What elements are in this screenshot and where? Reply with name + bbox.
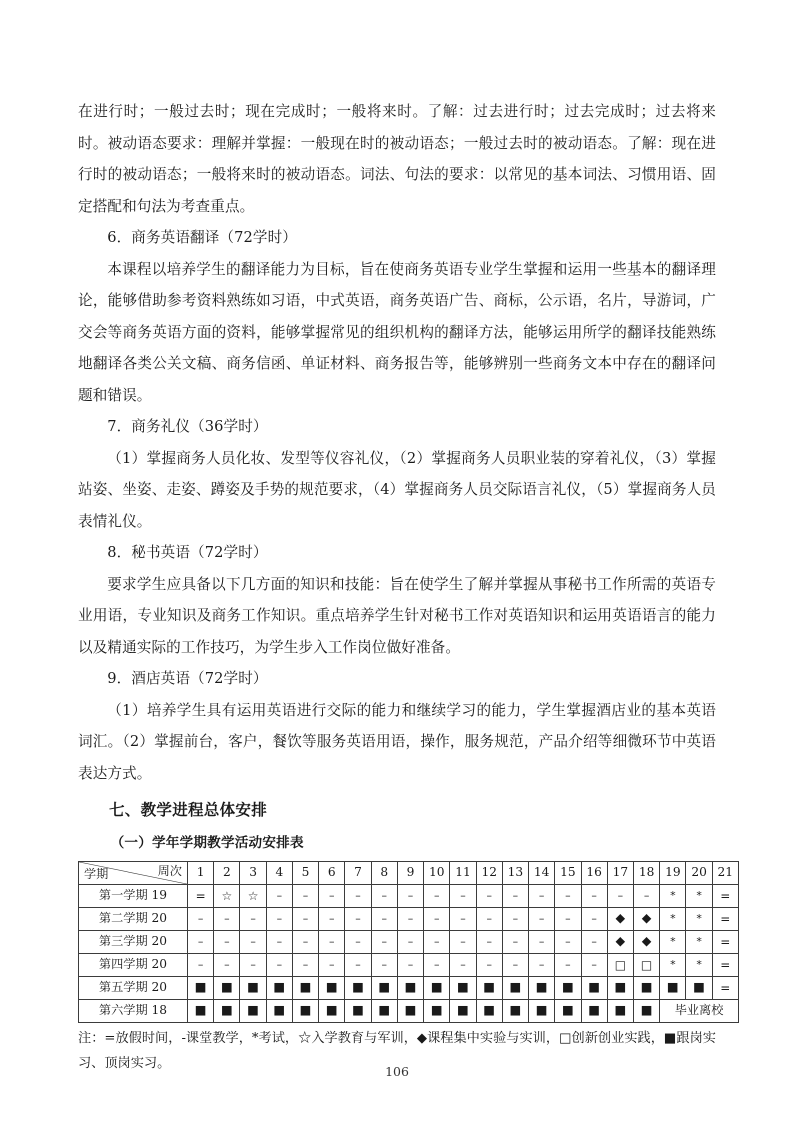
table-row — [79, 976, 739, 999]
classroom-teaching-marker: – — [502, 930, 528, 953]
innovation-entrepreneurship-marker: □ — [607, 953, 633, 976]
term-row-label: 第二学期 20 — [79, 907, 188, 930]
classroom-teaching-marker: – — [581, 907, 607, 930]
internship-marker: ■ — [397, 976, 423, 999]
week-header-8: 8 — [371, 861, 397, 884]
corner-header-cell — [79, 861, 188, 884]
week-header-12: 12 — [476, 861, 502, 884]
classroom-teaching-marker: – — [345, 953, 371, 976]
internship-marker: ■ — [240, 976, 266, 999]
orientation-military-training-marker: ☆ — [214, 884, 240, 907]
holiday-marker: = — [712, 953, 738, 976]
classroom-teaching-marker: – — [424, 930, 450, 953]
internship-marker: ■ — [188, 976, 214, 999]
internship-marker: ■ — [555, 976, 581, 999]
internship-marker: ■ — [476, 999, 502, 1022]
internship-marker: ■ — [502, 976, 528, 999]
classroom-teaching-marker: – — [214, 930, 240, 953]
internship-marker: ■ — [266, 976, 292, 999]
classroom-teaching-marker: – — [581, 884, 607, 907]
internship-marker: ■ — [371, 976, 397, 999]
innovation-entrepreneurship-marker: □ — [633, 953, 659, 976]
internship-marker: ■ — [450, 999, 476, 1022]
classroom-teaching-marker: – — [397, 884, 423, 907]
classroom-teaching-marker: – — [397, 907, 423, 930]
exam-marker: * — [660, 930, 686, 953]
section-subtitle: （一）学年学期教学活动安排表 — [110, 834, 304, 851]
graduation-departure-cell: 毕业离校 — [660, 999, 739, 1022]
term-row-label: 第一学期 19 — [79, 884, 188, 907]
classroom-teaching-marker: – — [188, 953, 214, 976]
exam-marker: * — [660, 953, 686, 976]
week-header-11: 11 — [450, 861, 476, 884]
internship-marker: ■ — [581, 999, 607, 1022]
internship-marker: ■ — [240, 999, 266, 1022]
classroom-teaching-marker: – — [345, 907, 371, 930]
internship-marker: ■ — [607, 999, 633, 1022]
internship-marker: ■ — [319, 976, 345, 999]
classroom-teaching-marker: – — [214, 907, 240, 930]
schedule-table-wrap — [78, 861, 734, 1023]
classroom-teaching-marker: – — [529, 907, 555, 930]
week-header-14: 14 — [529, 861, 555, 884]
classroom-teaching-marker: – — [345, 930, 371, 953]
course-body-7: （1）掌握商务人员化妆、发型等仪容礼仪，（2）掌握商务人员职业装的穿着礼仪，（3）掌握站姿、坐姿、走姿、蹲姿及手势的规范要求，（4）掌握商务人员交际语言礼仪，（5）掌握商务人员表情礼仪。 — [78, 449, 716, 530]
classroom-teaching-marker: – — [555, 884, 581, 907]
internship-marker: ■ — [397, 999, 423, 1022]
course-heading-7: 7．商务礼仪（36学时） — [107, 418, 268, 435]
table-row — [79, 999, 739, 1022]
internship-marker: ■ — [345, 999, 371, 1022]
course-body-9: （1）培养学生具有运用英语进行交际的能力和继续学习的能力，学生掌握酒店业的基本英语词汇。（2）掌握前台，客户，餐饮等服务英语用语，操作，服务规范，产品介绍等细微环节中英语表达方式。 — [78, 701, 716, 782]
classroom-teaching-marker: – — [476, 884, 502, 907]
classroom-teaching-marker: – — [345, 884, 371, 907]
classroom-teaching-marker: – — [424, 884, 450, 907]
exam-marker: * — [660, 884, 686, 907]
term-row-label: 第六学期 18 — [79, 999, 188, 1022]
internship-marker: ■ — [345, 976, 371, 999]
classroom-teaching-marker: – — [292, 930, 318, 953]
internship-marker: ■ — [476, 976, 502, 999]
internship-marker: ■ — [188, 999, 214, 1022]
classroom-teaching-marker: – — [266, 884, 292, 907]
classroom-teaching-marker: – — [188, 930, 214, 953]
table-header-row — [79, 861, 739, 884]
week-header-19: 19 — [660, 861, 686, 884]
classroom-teaching-marker: – — [371, 930, 397, 953]
classroom-teaching-marker: – — [555, 930, 581, 953]
course-body-8: 要求学生应具备以下几方面的知识和技能：旨在使学生了解并掌握从事秘书工作所需的英语专业用语，专业知识及商务工作知识。重点培养学生针对秘书工作对英语知识和运用英语语言的能力以及精通实际的工作技巧，为学生步入工作岗位做好准备。 — [78, 575, 716, 656]
internship-marker: ■ — [292, 976, 318, 999]
week-header-13: 13 — [502, 861, 528, 884]
classroom-teaching-marker: – — [476, 930, 502, 953]
table-row — [79, 930, 739, 953]
table-row — [79, 953, 739, 976]
classroom-teaching-marker: – — [292, 884, 318, 907]
classroom-teaching-marker: – — [529, 884, 555, 907]
classroom-teaching-marker: – — [581, 930, 607, 953]
table-row — [79, 884, 739, 907]
course-heading-8: 8．秘书英语（72学时） — [107, 544, 268, 561]
internship-marker: ■ — [660, 976, 686, 999]
week-header-10: 10 — [424, 861, 450, 884]
classroom-teaching-marker: – — [319, 884, 345, 907]
classroom-teaching-marker: – — [371, 884, 397, 907]
exam-marker: * — [686, 953, 712, 976]
classroom-teaching-marker: – — [555, 907, 581, 930]
classroom-teaching-marker: – — [240, 930, 266, 953]
classroom-teaching-marker: – — [529, 930, 555, 953]
intensive-lab-training-marker: ◆ — [633, 907, 659, 930]
classroom-teaching-marker: – — [476, 953, 502, 976]
term-row-label: 第五学期 20 — [79, 976, 188, 999]
classroom-teaching-marker: – — [581, 953, 607, 976]
intensive-lab-training-marker: ◆ — [607, 907, 633, 930]
classroom-teaching-marker: – — [292, 907, 318, 930]
classroom-teaching-marker: – — [450, 907, 476, 930]
page-number: 106 — [385, 1064, 409, 1079]
internship-marker: ■ — [424, 999, 450, 1022]
classroom-teaching-marker: – — [424, 953, 450, 976]
week-header-16: 16 — [581, 861, 607, 884]
exam-marker: * — [660, 907, 686, 930]
classroom-teaching-marker: – — [424, 907, 450, 930]
classroom-teaching-marker: – — [188, 907, 214, 930]
paragraph-grammar: 在进行时；一般过去时；现在完成时；一般将来时。了解：过去进行时；过去完成时；过去将来时。被动语态要求：理解并掌握：一般现在时的被动语态；一般过去时的被动语态。了解：现在进行时的被动语态；一般将来时的被动语态。词法、句法的要求：以常见的基本词法、习惯用语、固定搭配和句法为考查重点。 — [78, 103, 716, 215]
classroom-teaching-marker: – — [214, 953, 240, 976]
exam-marker: * — [686, 884, 712, 907]
table-head — [79, 861, 739, 884]
classroom-teaching-marker: – — [476, 907, 502, 930]
legend-note: 注：=放假时间，-课堂教学，*考试，☆入学教育与军训，◆课程集中实验与实训，□创新创业实践，■跟岗实习、顶岗实习。 — [78, 1030, 716, 1071]
classroom-teaching-marker: – — [607, 884, 633, 907]
classroom-teaching-marker: – — [529, 953, 555, 976]
classroom-teaching-marker: – — [240, 907, 266, 930]
classroom-teaching-marker: – — [397, 930, 423, 953]
classroom-teaching-marker: – — [319, 907, 345, 930]
classroom-teaching-marker: – — [502, 907, 528, 930]
week-header-17: 17 — [607, 861, 633, 884]
week-header-20: 20 — [686, 861, 712, 884]
orientation-military-training-marker: ☆ — [240, 884, 266, 907]
holiday-marker: = — [188, 884, 214, 907]
week-header-15: 15 — [555, 861, 581, 884]
internship-marker: ■ — [424, 976, 450, 999]
classroom-teaching-marker: – — [292, 953, 318, 976]
intensive-lab-training-marker: ◆ — [633, 930, 659, 953]
course-heading-9: 9．酒店英语（72学时） — [107, 670, 268, 687]
internship-marker: ■ — [266, 999, 292, 1022]
week-header-5: 5 — [292, 861, 318, 884]
internship-marker: ■ — [607, 976, 633, 999]
internship-marker: ■ — [502, 999, 528, 1022]
internship-marker: ■ — [450, 976, 476, 999]
internship-marker: ■ — [319, 999, 345, 1022]
exam-marker: * — [686, 930, 712, 953]
week-header-21: 21 — [712, 861, 738, 884]
classroom-teaching-marker: – — [266, 907, 292, 930]
week-header-4: 4 — [266, 861, 292, 884]
classroom-teaching-marker: – — [240, 953, 266, 976]
classroom-teaching-marker: – — [450, 884, 476, 907]
internship-marker: ■ — [686, 976, 712, 999]
classroom-teaching-marker: – — [371, 953, 397, 976]
week-header-9: 9 — [397, 861, 423, 884]
academic-schedule-table — [78, 861, 739, 1023]
internship-marker: ■ — [371, 999, 397, 1022]
internship-marker: ■ — [529, 999, 555, 1022]
week-header-1: 1 — [188, 861, 214, 884]
classroom-teaching-marker: – — [319, 953, 345, 976]
intensive-lab-training-marker: ◆ — [607, 930, 633, 953]
week-header-7: 7 — [345, 861, 371, 884]
page-content — [78, 96, 734, 1076]
holiday-marker: = — [712, 976, 738, 999]
table-body — [79, 884, 739, 1022]
holiday-marker: = — [712, 930, 738, 953]
classroom-teaching-marker: – — [397, 953, 423, 976]
week-header-3: 3 — [240, 861, 266, 884]
internship-marker: ■ — [292, 999, 318, 1022]
classroom-teaching-marker: – — [555, 953, 581, 976]
holiday-marker: = — [712, 884, 738, 907]
internship-marker: ■ — [633, 999, 659, 1022]
exam-marker: * — [686, 907, 712, 930]
week-header-2: 2 — [214, 861, 240, 884]
classroom-teaching-marker: – — [502, 953, 528, 976]
internship-marker: ■ — [555, 999, 581, 1022]
classroom-teaching-marker: – — [502, 884, 528, 907]
internship-marker: ■ — [529, 976, 555, 999]
classroom-teaching-marker: – — [266, 953, 292, 976]
classroom-teaching-marker: – — [633, 884, 659, 907]
term-row-label: 第四学期 20 — [79, 953, 188, 976]
section-title: 七、教学进程总体安排 — [109, 801, 268, 819]
internship-marker: ■ — [633, 976, 659, 999]
classroom-teaching-marker: – — [319, 930, 345, 953]
classroom-teaching-marker: – — [266, 930, 292, 953]
week-header-18: 18 — [633, 861, 659, 884]
table-row — [79, 907, 739, 930]
week-header-6: 6 — [319, 861, 345, 884]
internship-marker: ■ — [214, 999, 240, 1022]
classroom-teaching-marker: – — [450, 953, 476, 976]
holiday-marker: = — [712, 907, 738, 930]
corner-term-label: 学期 — [84, 866, 109, 881]
classroom-teaching-marker: – — [450, 930, 476, 953]
internship-marker: ■ — [214, 976, 240, 999]
course-body-6: 本课程以培养学生的翻译能力为目标，旨在使商务英语专业学生掌握和运用一些基本的翻译理论，能够借助参考资料熟练如习语，中式英语，商务英语广告、商标，公示语，名片，导游词，广交会等商务英语方面的资料，能够掌握常见的组织机构的翻译方法，能够运用所学的翻译技能熟练地翻译各类公关文稿、商务信函、单证材料、商务报告等，能够辨别一些商务文本中存在的翻译问题和错误。 — [78, 260, 716, 404]
classroom-teaching-marker: – — [371, 907, 397, 930]
internship-marker: ■ — [581, 976, 607, 999]
corner-week-label: 周次 — [157, 863, 182, 878]
term-row-label: 第三学期 20 — [79, 930, 188, 953]
course-heading-6: 6．商务英语翻译（72学时） — [107, 229, 297, 246]
